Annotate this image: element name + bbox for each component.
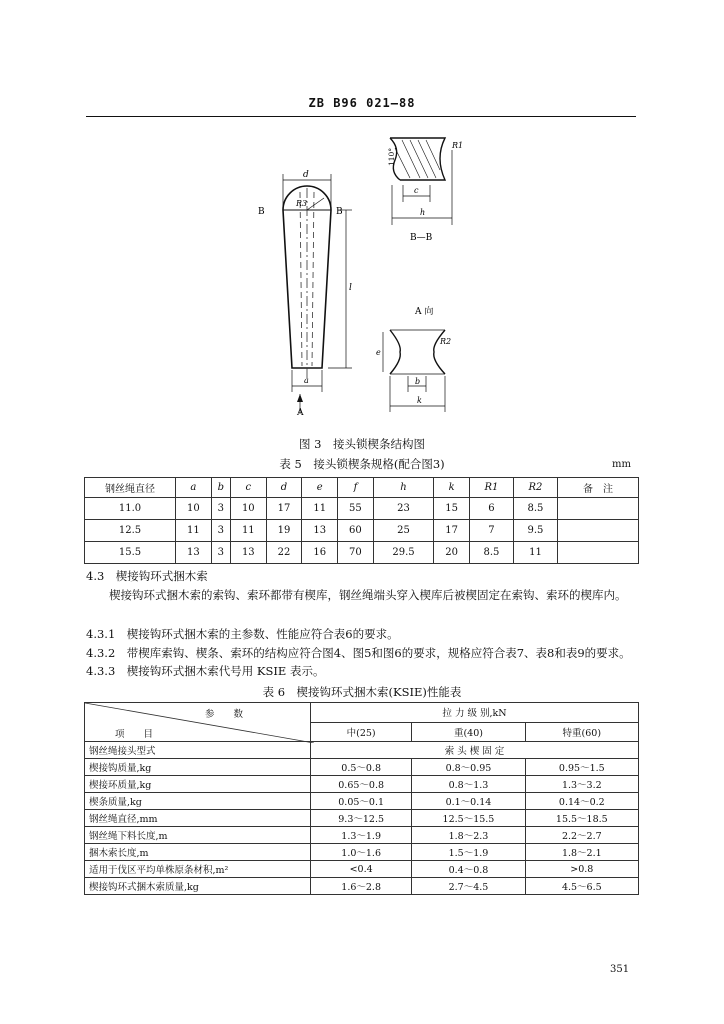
table-cell: 10 bbox=[230, 498, 266, 520]
table-cell: <0.4 bbox=[311, 861, 412, 878]
table-cell: 29.5 bbox=[373, 542, 434, 564]
section-heading: 4.3 楔接钩环式捆木索 bbox=[86, 569, 208, 583]
label-h: h bbox=[420, 208, 426, 217]
table-cell: 13 bbox=[302, 520, 338, 542]
table-row bbox=[85, 498, 639, 520]
table-header-cell: d bbox=[266, 478, 302, 498]
table-cell: 6 bbox=[469, 498, 513, 520]
row-label: 楔接钩质量,kg bbox=[85, 759, 311, 776]
table-header-cell: e bbox=[302, 478, 338, 498]
table-cell: 3 bbox=[211, 498, 230, 520]
table-row bbox=[85, 827, 639, 844]
table-cell: 15.5 bbox=[85, 542, 176, 564]
table-cell: 15 bbox=[434, 498, 470, 520]
table-cell: 60 bbox=[338, 520, 374, 542]
table-cell: 22 bbox=[266, 542, 302, 564]
label-e: e bbox=[376, 348, 381, 357]
document-header: ZB B96 021—88 bbox=[308, 96, 416, 110]
section-hatch bbox=[395, 140, 440, 178]
table-cell: 1.3～1.9 bbox=[311, 827, 412, 844]
label-b-dim: b bbox=[415, 377, 421, 386]
table-cell: 0.1～0.14 bbox=[412, 793, 525, 810]
table-cell: 0.5～0.8 bbox=[311, 759, 412, 776]
table-cell: 9.3～12.5 bbox=[311, 810, 412, 827]
merged-cell: 索 头 楔 固 定 bbox=[311, 742, 639, 759]
clause-4-3-3: 4.3.3 楔接钩环式捆木索代号用 KSIE 表示。 bbox=[86, 664, 325, 678]
table-cell: 11 bbox=[513, 542, 557, 564]
section-paragraph: 楔接钩环式捆木索的索钩、索环都带有楔库，钢丝绳端头穿入楔库后被楔固定在索钩、索环的楔库内。 bbox=[109, 588, 627, 602]
table5 bbox=[84, 477, 639, 564]
table-cell: 3 bbox=[211, 520, 230, 542]
level-header: 特重(60) bbox=[525, 722, 638, 742]
table-cell: 1.3～3.2 bbox=[525, 776, 638, 793]
table-cell: 2.7～4.5 bbox=[412, 878, 525, 895]
table-cell bbox=[558, 542, 639, 564]
row-label: 楔接钩环式捆木索质量,kg bbox=[85, 878, 311, 895]
table-cell: 11 bbox=[230, 520, 266, 542]
row-label: 钢丝绳下料长度,m bbox=[85, 827, 311, 844]
view-a-title: A 向 bbox=[415, 307, 434, 317]
view-a-shape bbox=[390, 330, 445, 374]
label-k: k bbox=[417, 396, 422, 405]
header-rule bbox=[86, 116, 636, 117]
table-cell: 0.8～0.95 bbox=[412, 759, 525, 776]
table6-diagonal-header-cell bbox=[85, 703, 311, 742]
table-cell: 1.6～2.8 bbox=[311, 878, 412, 895]
table-cell: 11.0 bbox=[85, 498, 176, 520]
label-b-left: B bbox=[258, 207, 265, 217]
table-cell bbox=[558, 520, 639, 542]
table-cell bbox=[558, 498, 639, 520]
row-label: 捆木索长度,m bbox=[85, 844, 311, 861]
label-d: d bbox=[303, 170, 309, 180]
label-r2: R2 bbox=[440, 337, 452, 346]
table-header-cell: h bbox=[373, 478, 434, 498]
table-cell: 0.4～0.8 bbox=[412, 861, 525, 878]
table5-unit: mm bbox=[612, 459, 631, 470]
table-cell: 20 bbox=[434, 542, 470, 564]
row-label: 楔条质量,kg bbox=[85, 793, 311, 810]
table-cell: 13 bbox=[230, 542, 266, 564]
row-label: 适用于伐区平均单株原条材积,m² bbox=[85, 861, 311, 878]
page-number: 351 bbox=[610, 964, 630, 975]
label-l: l bbox=[349, 283, 352, 293]
section-title: B—B bbox=[410, 233, 433, 243]
table-header-cell: b bbox=[211, 478, 230, 498]
table-row bbox=[85, 542, 639, 564]
row-label: 钢丝绳接头型式 bbox=[85, 742, 311, 759]
table-cell: 2.2～2.7 bbox=[525, 827, 638, 844]
table-cell: >0.8 bbox=[525, 861, 638, 878]
table-cell: 55 bbox=[338, 498, 374, 520]
table-header-cell: k bbox=[434, 478, 470, 498]
table6-title: 表 6 楔接钩环式捆木索(KSIE)性能表 bbox=[262, 685, 462, 699]
table-header-cell: 钢丝绳直径 bbox=[85, 478, 176, 498]
table-cell: 0.14～0.2 bbox=[525, 793, 638, 810]
table-cell: 1.0～1.6 bbox=[311, 844, 412, 861]
level-header: 中(25) bbox=[311, 722, 412, 742]
table-cell: 10 bbox=[176, 498, 212, 520]
table-cell: 17 bbox=[434, 520, 470, 542]
label-c: c bbox=[414, 186, 419, 195]
table-row bbox=[85, 793, 639, 810]
table-row bbox=[85, 844, 639, 861]
row-label: 钢丝绳直径,mm bbox=[85, 810, 311, 827]
table-row bbox=[85, 810, 639, 827]
table-cell: 11 bbox=[176, 520, 212, 542]
table5-header-row bbox=[85, 478, 639, 498]
label-a: a bbox=[304, 376, 309, 385]
table-cell: 12.5 bbox=[85, 520, 176, 542]
table-cell: 1.5～1.9 bbox=[412, 844, 525, 861]
table-cell: 3 bbox=[211, 542, 230, 564]
table-header-cell: f bbox=[338, 478, 374, 498]
table-cell: 16 bbox=[302, 542, 338, 564]
table-cell: 8.5 bbox=[469, 542, 513, 564]
table-cell: 15.5～18.5 bbox=[525, 810, 638, 827]
table-header-cell: c bbox=[230, 478, 266, 498]
section-bb-view bbox=[390, 138, 445, 180]
table-header-cell: R2 bbox=[513, 478, 557, 498]
wedge-hidden-lines bbox=[300, 188, 314, 380]
table-row bbox=[85, 759, 639, 776]
group-header: 拉 力 级 别,kN bbox=[311, 703, 639, 723]
table-header-cell: R1 bbox=[469, 478, 513, 498]
label-r1: R1 bbox=[452, 141, 464, 150]
table-cell: 1.8～2.3 bbox=[412, 827, 525, 844]
table-row bbox=[85, 878, 639, 895]
table-cell: 0.05～0.1 bbox=[311, 793, 412, 810]
table-header-cell: 备 注 bbox=[558, 478, 639, 498]
row-label: 楔接环质量,kg bbox=[85, 776, 311, 793]
clause-4-3-1: 4.3.1 楔接钩环式捆木索的主参数、性能应符合表6的要求。 bbox=[86, 627, 399, 641]
table-cell: 0.65～0.8 bbox=[311, 776, 412, 793]
table-cell: 7 bbox=[469, 520, 513, 542]
table-cell: 19 bbox=[266, 520, 302, 542]
table-cell: 70 bbox=[338, 542, 374, 564]
param-label: 参 数 bbox=[205, 709, 244, 720]
table6 bbox=[84, 702, 639, 895]
table-cell: 13 bbox=[176, 542, 212, 564]
table-cell: 0.8～1.3 bbox=[412, 776, 525, 793]
wedge-structure-figure bbox=[240, 130, 480, 420]
table-row bbox=[85, 776, 639, 793]
table-cell: 8.5 bbox=[513, 498, 557, 520]
table-cell: 4.5～6.5 bbox=[525, 878, 638, 895]
table-cell: 25 bbox=[373, 520, 434, 542]
label-b-right: B bbox=[336, 207, 343, 217]
table-row bbox=[85, 861, 639, 878]
clause-4-3-2: 4.3.2 带楔库索钩、楔条、索环的结构应符合图4、图5和图6的要求，规格应符合表7、表8和表9的要求。 bbox=[86, 646, 631, 660]
label-r3: R3 bbox=[296, 199, 308, 208]
table-row bbox=[85, 520, 639, 542]
table-cell: 11 bbox=[302, 498, 338, 520]
table-cell: 9.5 bbox=[513, 520, 557, 542]
label-angle: 110° bbox=[387, 147, 396, 166]
table-cell: 23 bbox=[373, 498, 434, 520]
table-row bbox=[85, 742, 639, 759]
table-cell: 12.5～15.5 bbox=[412, 810, 525, 827]
figure-caption: 图 3 接头锁楔条结构图 bbox=[299, 437, 425, 451]
table-cell: 1.8～2.1 bbox=[525, 844, 638, 861]
label-a-view: A bbox=[297, 408, 304, 418]
level-header: 重(40) bbox=[412, 722, 525, 742]
item-label: 项 目 bbox=[115, 729, 154, 740]
table-cell: 17 bbox=[266, 498, 302, 520]
table-header-cell: a bbox=[176, 478, 212, 498]
table5-title: 表 5 接头锁楔条规格(配合图3) bbox=[279, 457, 445, 471]
table-cell: 0.95～1.5 bbox=[525, 759, 638, 776]
